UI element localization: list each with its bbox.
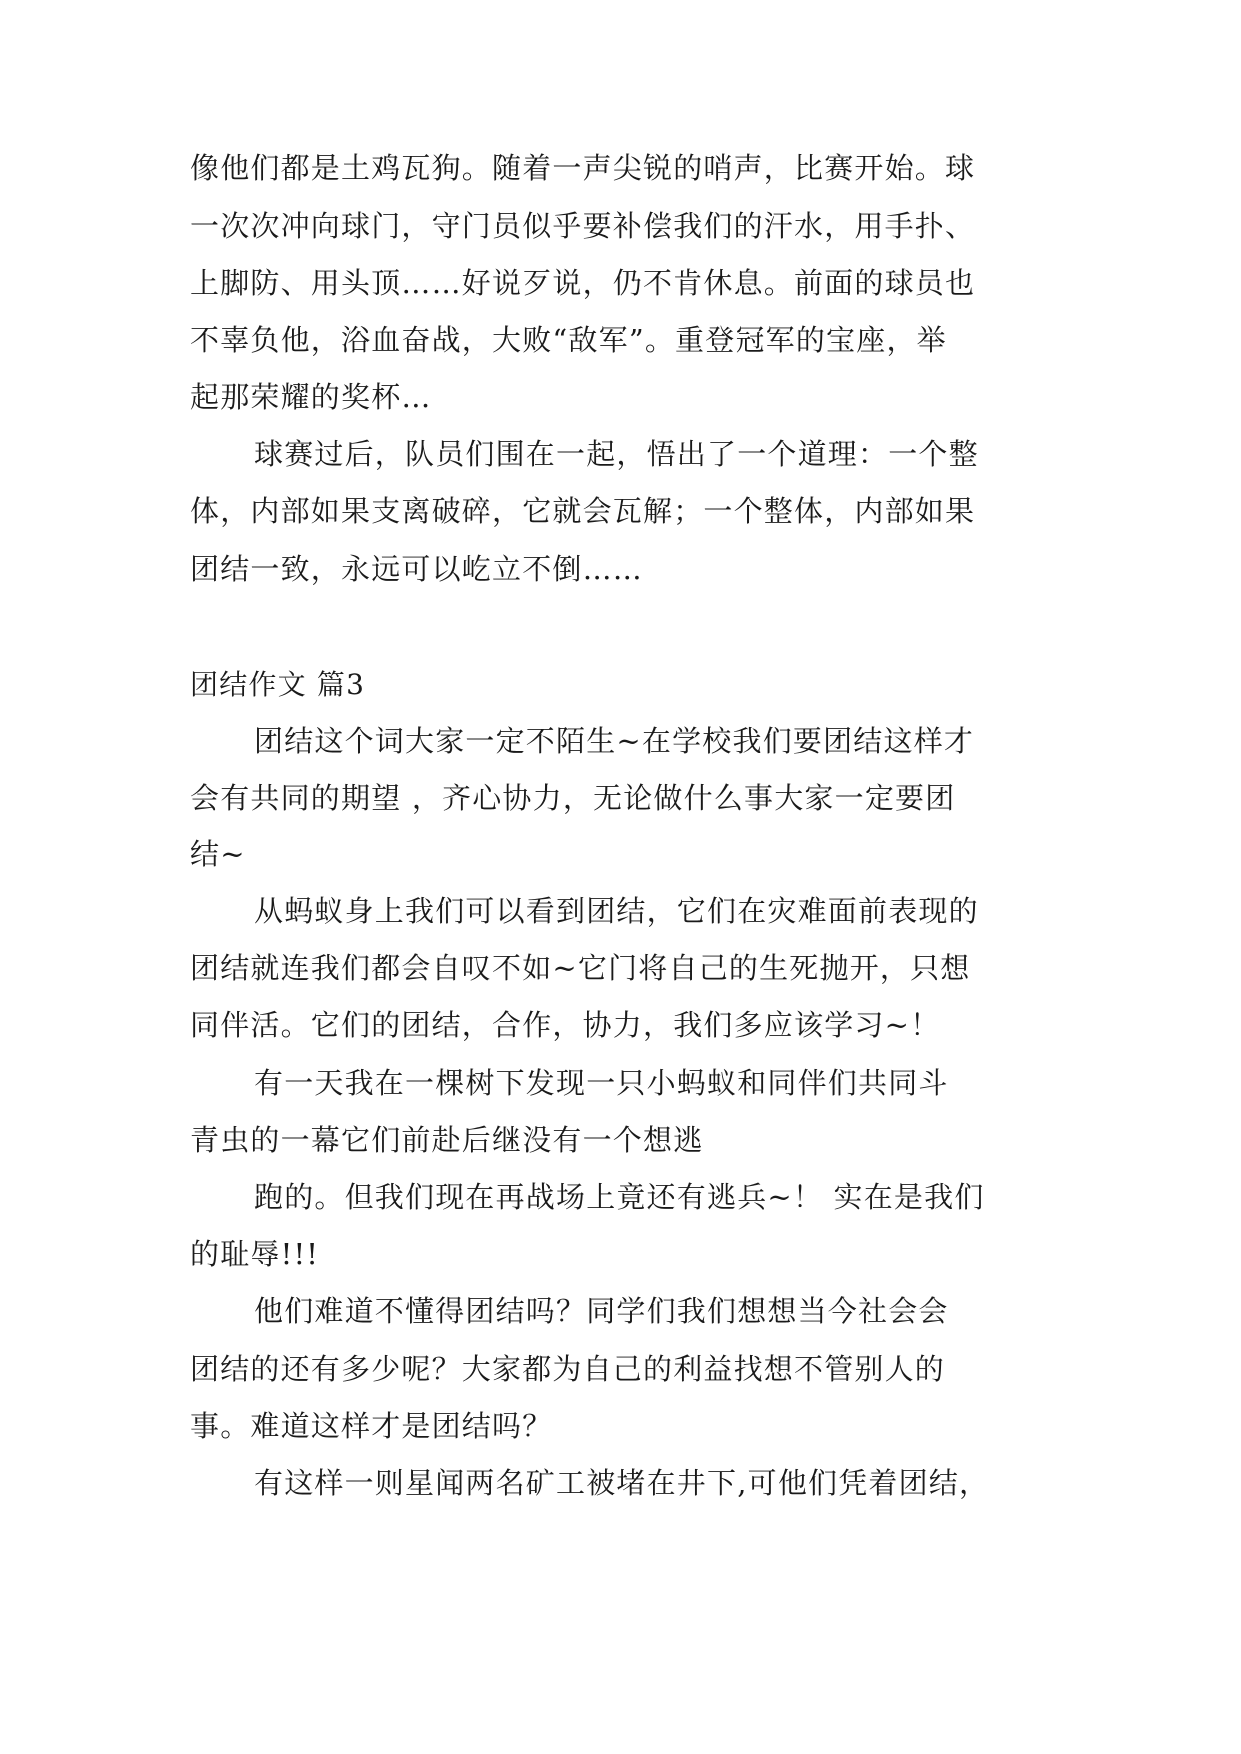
section-heading: 团结作文 篇3 [190, 668, 366, 701]
paragraph-line: 像他们都是土鸡瓦狗。随着一声尖锐的哨声，比赛开始。球 [190, 151, 976, 185]
paragraph-line: 上脚防、用头顶……好说歹说，仍不肯休息。前面的球员也 [190, 266, 976, 300]
paragraph-line: 青虫的一幕它们前赴后继没有一个想逃 [190, 1123, 704, 1157]
paragraph-line: 团结就连我们都会自叹不如~它门将自己的生死抛开，只想 [190, 951, 971, 985]
paragraph-line: 球赛过后，队员们围在一起，悟出了一个道理：一个整 [254, 437, 979, 471]
paragraph-line: 一次次冲向球门，守门员似乎要补偿我们的汗水，用手扑、 [190, 209, 976, 243]
paragraph-line: 团结的还有多少呢？大家都为自己的利益找想不管别人的 [190, 1352, 946, 1386]
paragraph-line: 跑的。但我们现在再战场上竟还有逃兵~！ 实在是我们 [254, 1180, 985, 1214]
paragraph-line: 体，内部如果支离破碎，它就会瓦解；一个整体，内部如果 [190, 494, 976, 528]
paragraph-line: 有这样一则星闻两名矿工被堵在井下,可他们凭着团结， [254, 1466, 990, 1500]
paragraph-line: 结~ [190, 837, 246, 871]
paragraph-line: 团结这个词大家一定不陌生~在学校我们要团结这样才 [254, 724, 975, 758]
paragraph-line: 的耻辱!!! [190, 1237, 320, 1271]
paragraph-line: 起那荣耀的奖杯… [190, 380, 432, 414]
paragraph-line: 团结一致，永远可以屹立不倒…… [190, 552, 644, 586]
paragraph-line: 会有共同的期望 ，齐心协力，无论做什么事大家一定要团 [190, 781, 956, 815]
paragraph-line: 从蚂蚁身上我们可以看到团结，它们在灾难面前表现的 [254, 894, 979, 928]
paragraph-line: 不辜负他，浴血奋战，大败“敌军”。重登冠军的宝座，举 [190, 323, 947, 357]
paragraph-line: 有一天我在一棵树下发现一只小蚂蚁和同伴们共同斗 [254, 1066, 949, 1100]
paragraph-line: 事。难道这样才是团结吗？ [190, 1409, 553, 1443]
paragraph-line: 同伴活。它们的团结，合作，协力，我们多应该学习~！ [190, 1008, 941, 1042]
paragraph-line: 他们难道不懂得团结吗？同学们我们想想当今社会会 [254, 1294, 949, 1328]
